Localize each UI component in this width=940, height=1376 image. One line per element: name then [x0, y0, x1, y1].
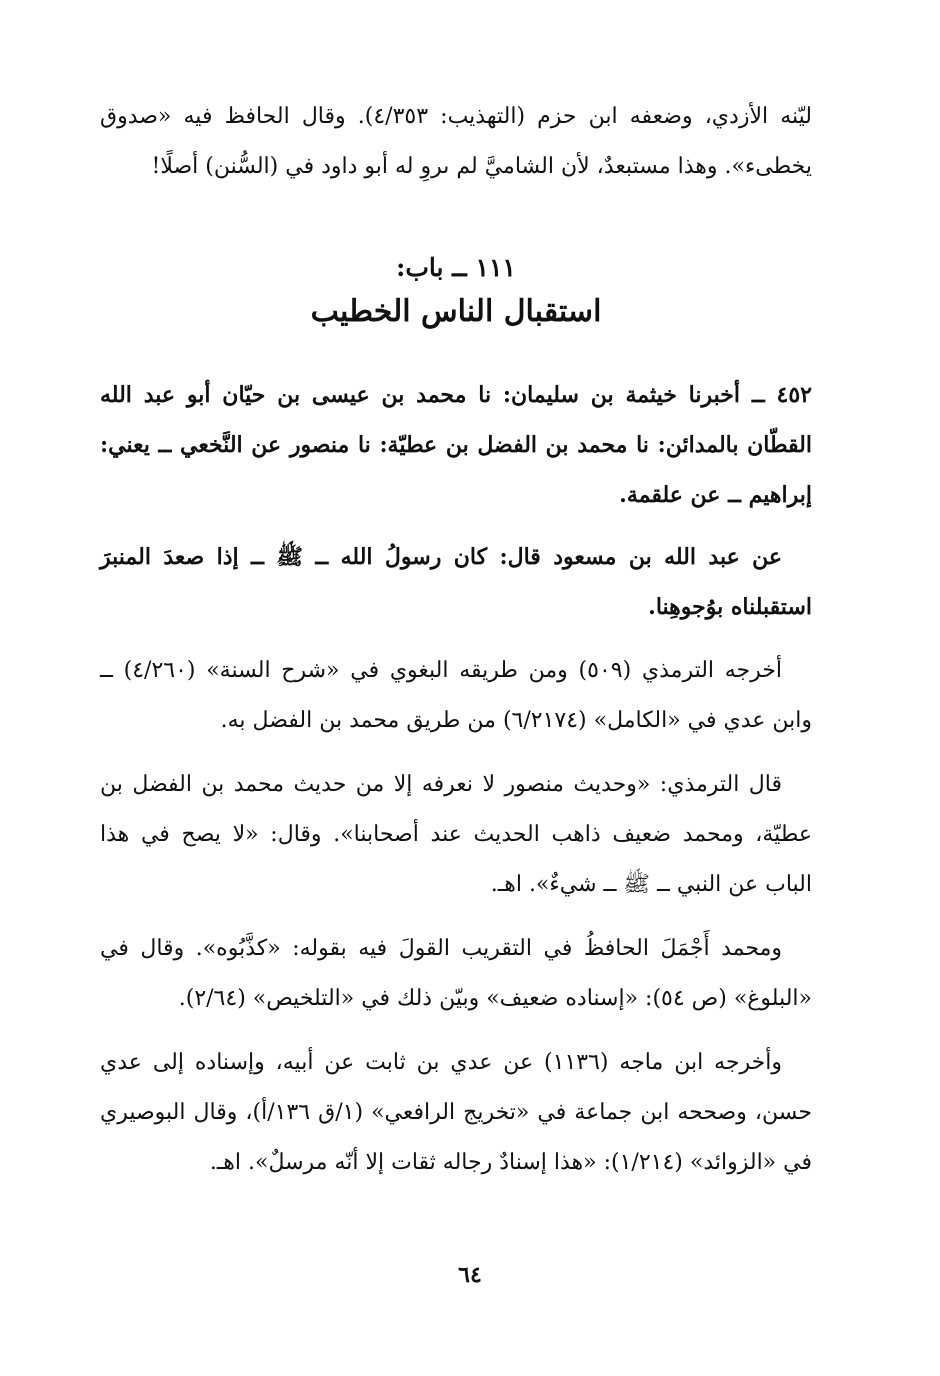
hadith-isnad: ٤٥٢ ــ أخبرنا خيثمة بن سليمان: نا محمد بن عيسى بن حيّان أبو عبد الله القطّان بالمدائن: نا محمد بن الفضل بن عطيّة: نا منصور عن النَّخعي ــ يعني: إبراهيم ــ عن علقمة.	[100, 382, 812, 508]
chapter-title: استقبال الناس الخطيب	[310, 294, 602, 329]
page-number: ٦٤	[458, 1262, 482, 1288]
chapter-heading	[100, 248, 812, 336]
hadith-matn: عن عبد الله بن مسعود قال: كان رسولُ الله ــ ﷺ ــ إذا صعدَ المنبرَ استقبلناه بوُجوهِنا.	[100, 544, 812, 620]
footnote-continuation: ليّنه الأزدي، وضعفه ابن حزم (التهذيب: ٤/٣٥٣). وقال الحافظ فيه «صدوق يخطىء». وهذا مستبعدٌ، لأن الشاميَّ لم ىروِ له أبو داود في (السُّنن) أصلًا!	[100, 104, 813, 179]
hafiz-ruling-paragraph: ومحمد أَجْمَلَ الحافظُ في التقريب القولَ فيه بقوله: «كذَّبُوه». وقال في «البلوغ» (ص ٥٤): «إسناده ضعيف» وبيّن ذلك في «التلخيص» (٢/٦٤).	[100, 936, 812, 1011]
page-body	[100, 92, 812, 1188]
takhrij-paragraph: أخرجه الترمذي (٥٠٩) ومن طريقه البغوي في «شرح السنة» (٤/٢٦٠) ــ وابن عدي في «الكامل» (٦/٢١٧٤) من طريق محمد بن الفضل به.	[100, 658, 812, 733]
ibn-majah-paragraph: وأخرجه ابن ماجه (١١٣٦) عن عدي بن ثابت عن أبيه، وإسناده إلى عدي حسن، وصححه ابن جماعة في «تخريج الرافعي» (١/ق ١٣٦/أ)، وقال البوصيري في «الزوائد» (١/٢١٤): «هذا إسنادٌ رجاله ثقات إلا أنّه مرسلٌ». اهـ.	[100, 1050, 812, 1175]
chapter-number: ١١١ ــ باب:	[396, 253, 516, 282]
tirmidhi-quote-paragraph: قال الترمذي: «وحديث منصور لا نعرفه إلا من حديث محمد بن الفضل بن عطيّة، ومحمد ضعيف ذاهب الحديث عند أصحابنا». وقال: «لا يصح في هذا الباب عن النبي ــ ﷺ ــ شيءٌ». اهـ.	[100, 772, 812, 897]
